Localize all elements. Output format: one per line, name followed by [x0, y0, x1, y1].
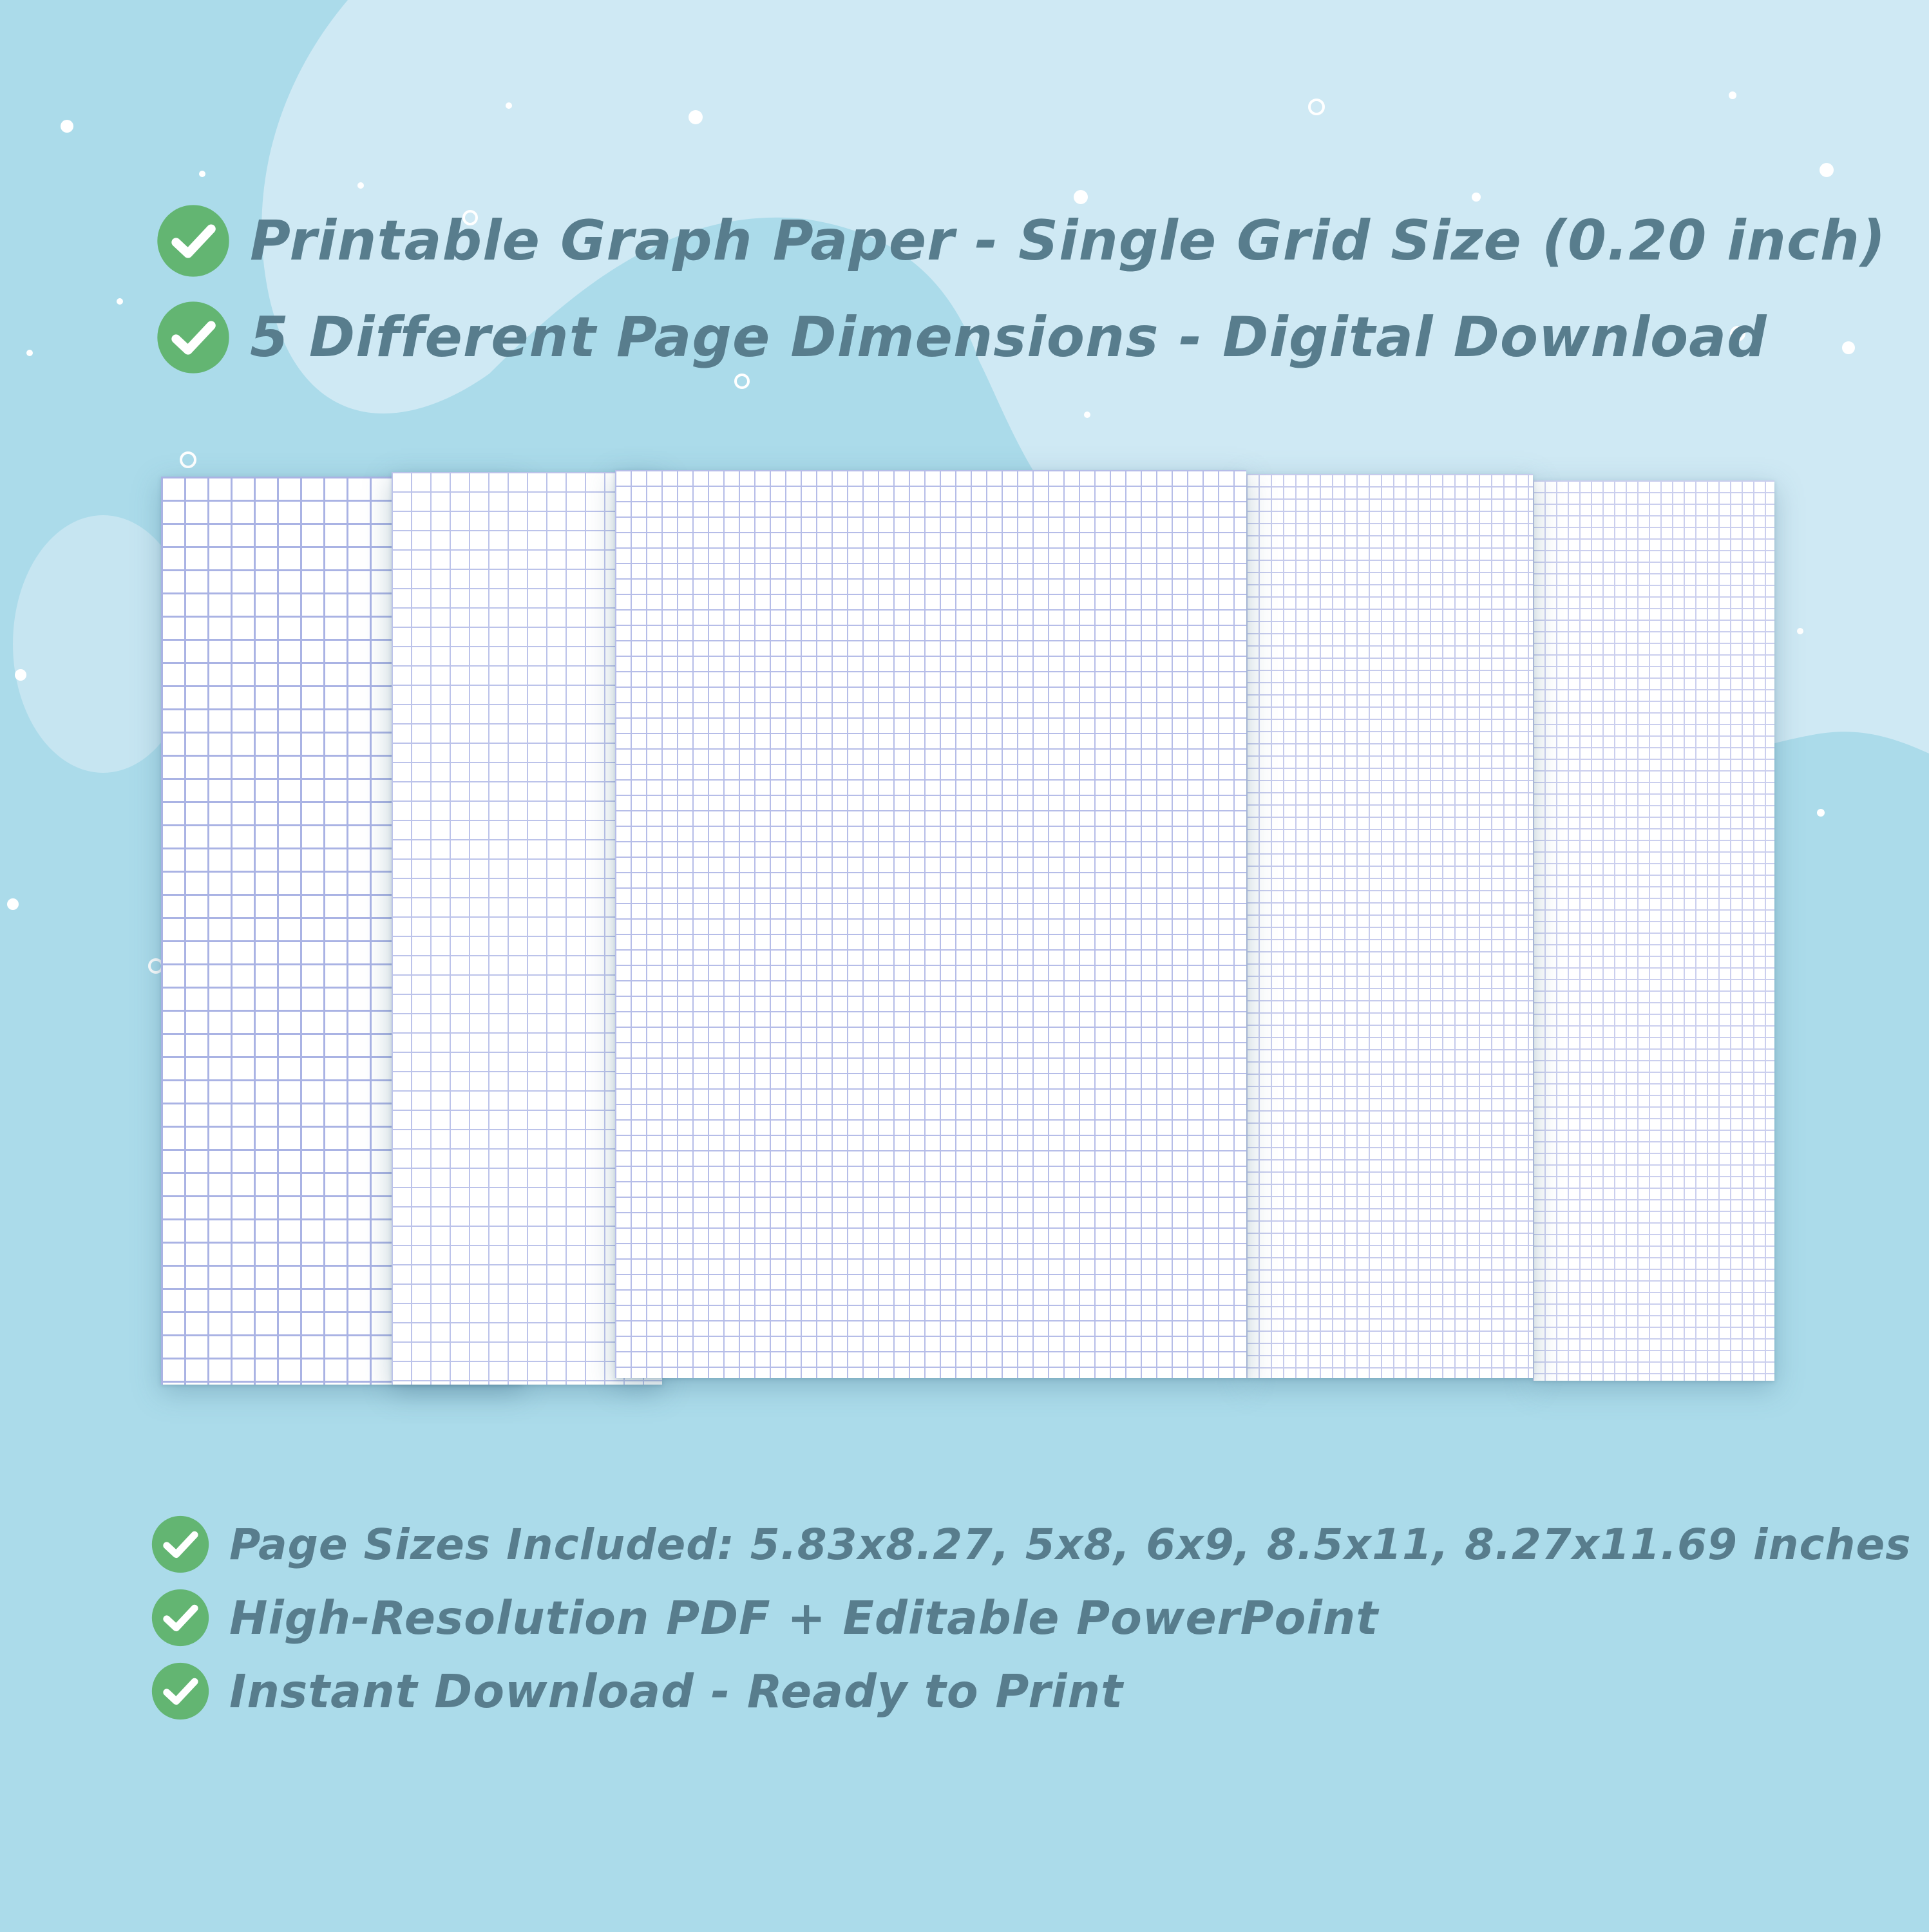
check-circle-icon: [151, 1588, 210, 1647]
feature-line-file-formats: [151, 1588, 1378, 1647]
feature-line-instant-download: [151, 1662, 1123, 1721]
feature-text: Instant Download - Ready to Print: [229, 1664, 1124, 1718]
check-circle-icon: [156, 204, 231, 278]
feature-text: Page Sizes Included: 5.83x8.27, 5x8, 6x9, 8.5x11, 8.27x11.69 inches: [229, 1519, 1912, 1569]
feature-text: 5 Different Page Dimensions - Digital Download: [250, 305, 1767, 370]
feature-line-page-sizes: [151, 1515, 1912, 1574]
feature-text: Printable Graph Paper - Single Grid Size (0.20 inch): [250, 209, 1886, 273]
check-circle-icon: [151, 1515, 210, 1574]
feature-line-grid-size: [156, 204, 1886, 278]
graph-paper-sheet: [1246, 474, 1533, 1378]
graph-paper-sheet: [615, 470, 1246, 1378]
graph-paper-sheet: [1533, 480, 1774, 1381]
feature-line-page-dimensions: [156, 300, 1767, 375]
check-circle-icon: [156, 300, 231, 375]
check-circle-icon: [151, 1662, 210, 1721]
feature-text: High-Resolution PDF + Editable PowerPoint: [229, 1591, 1379, 1645]
